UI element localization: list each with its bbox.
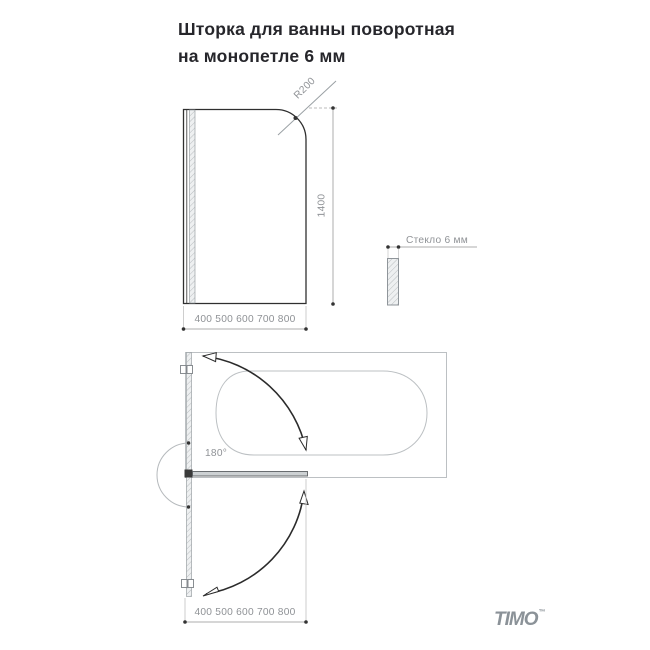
glass-thickness-label: Стекло 6 мм: [406, 235, 468, 246]
glass-section: [388, 259, 399, 306]
dim-dot: [386, 245, 390, 249]
title-line-2: на монопетле 6 мм: [178, 46, 346, 66]
brand-logo-text: TIMO: [494, 609, 538, 630]
pivot-angle-arc: [157, 443, 189, 507]
dim-dot: [397, 245, 401, 249]
front-glass-outline: [184, 110, 307, 304]
front-width-dim-label: 400 500 600 700 800: [194, 314, 296, 325]
title-line-1: Шторка для ванны поворотная: [178, 19, 456, 39]
plan-view: [157, 353, 447, 624]
dim-dot: [331, 302, 335, 306]
swing-angle-label: 180°: [205, 448, 228, 459]
dim-dot: [187, 441, 190, 444]
arrowhead-down-left: [203, 587, 219, 596]
swing-arc-outward: [206, 492, 304, 594]
closed-door-bar: [193, 472, 308, 477]
arrowhead-up: [300, 491, 308, 505]
swing-arc-inward: [203, 356, 306, 450]
brand-logo: [494, 609, 546, 631]
pivot-hinge: [185, 470, 193, 478]
front-profile-strip: [190, 110, 196, 303]
radius-dim-label: R200: [292, 75, 318, 102]
dim-dot: [304, 327, 308, 331]
front-view: [182, 81, 338, 331]
dim-dot: [187, 505, 190, 508]
dim-dot: [304, 620, 308, 624]
bathtub-outline: [216, 371, 427, 455]
trademark-icon: ™: [538, 609, 546, 616]
dim-dot: [182, 327, 186, 331]
arrowhead-left: [203, 353, 216, 362]
plan-width-dim-label: 400 500 600 700 800: [194, 607, 296, 618]
height-dim-label: 1400: [316, 193, 328, 218]
arrowhead-down: [299, 436, 307, 450]
radius-leader-dot: [294, 116, 298, 120]
dim-dot: [183, 620, 187, 624]
side-view: [386, 245, 477, 305]
dim-dot: [331, 106, 335, 110]
